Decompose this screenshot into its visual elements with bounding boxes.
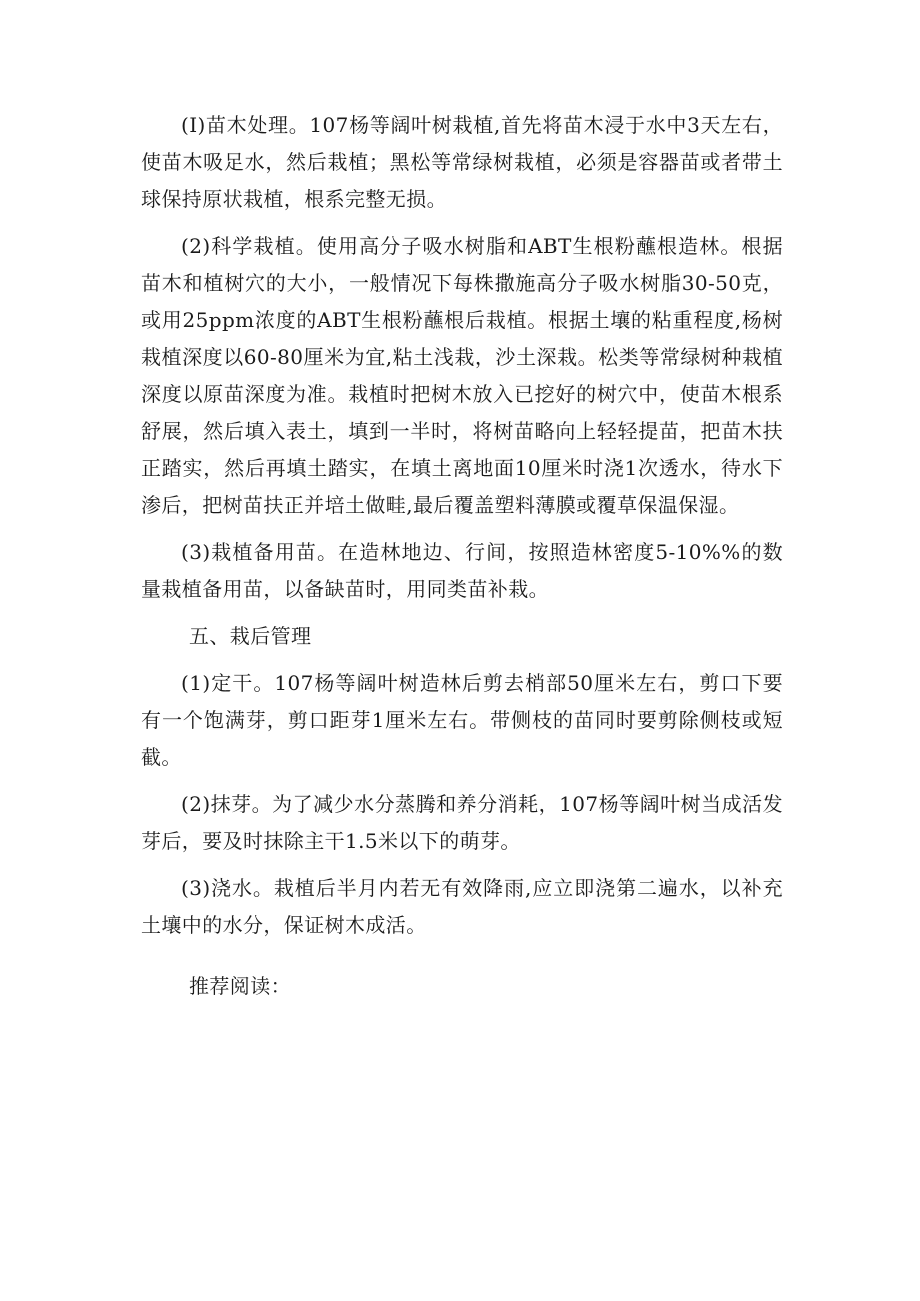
document-page bbox=[141, 107, 783, 1005]
paragraph-scientific-planting: (2)科学栽植。使用高分子吸水树脂和ABT生根粉蘸根造林。根据苗木和植树穴的大小，一般情况下每株撒施高分子吸水树脂30-50克，或用25ppm浓度的ABT生根粉蘸根后栽植。根据土壤的粘重程度,杨树栽植深度以60-80厘米为宜,粘土浅栽，沙土深栽。松类等常绿树种栽植深度以原苗深度为准。栽植时把树木放入已挖好的树穴中，使苗木根系舒展，然后填入表土，填到一半时，将树苗略向上轻轻提苗，把苗木扶正踏实，然后再填土踏实，在填土离地面10厘米时浇1次透水，待水下渗后，把树苗扶正并培土做畦,最后覆盖塑料薄膜或覆草保温保湿。 bbox=[141, 234, 783, 517]
paragraph-seedling-treatment: (I)苗木处理。107杨等阔叶树栽植,首先将苗木浸于水中3天左右，使苗木吸足水，然后栽植；黑松等常绿树栽植，必须是容器苗或者带土球保持原状栽植，根系完整无损。 bbox=[141, 113, 783, 211]
paragraph-bud-removal: (2)抹芽。为了减少水分蒸腾和养分消耗，107杨等阔叶树当成活发芽后，要及时抹除主干1.5米以下的萌芽。 bbox=[141, 792, 783, 853]
recommended-reading-label: 推荐阅读： bbox=[189, 974, 291, 998]
paragraph-trunk-setting: (1)定干。107杨等阔叶树造林后剪去梢部50厘米左右，剪口下要有一个饱满芽，剪口距芽1厘米左右。带侧枝的苗同时要剪除侧枝或短截。 bbox=[141, 671, 783, 769]
section-heading-post-planting: 五、栽后管理 bbox=[189, 624, 312, 648]
paragraph-backup-seedlings: (3)栽植备用苗。在造林地边、行间，按照造林密度5-10%%的数量栽植备用苗，以备缺苗时，用同类苗补栽。 bbox=[141, 540, 783, 601]
paragraph-watering: (3)浇水。栽植后半月内若无有效降雨,应立即浇第二遍水，以补充土壤中的水分，保证树木成活。 bbox=[141, 876, 783, 937]
